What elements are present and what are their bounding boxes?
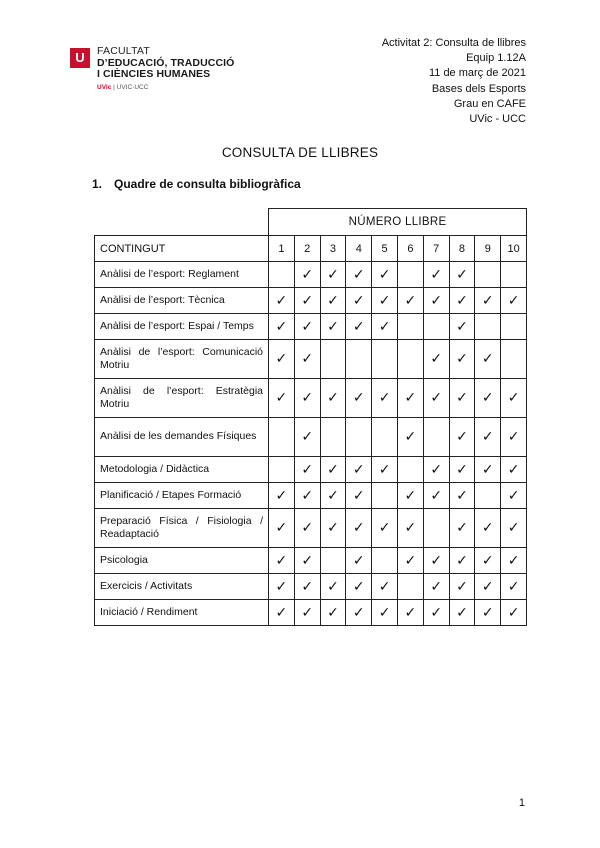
checkmark-icon: ✓ xyxy=(449,418,475,457)
header-university: UVic - UCC xyxy=(469,113,526,126)
header-team: Equip 1.12A xyxy=(466,52,526,65)
checkmark-icon: ✓ xyxy=(372,379,398,418)
checkmark-icon: ✓ xyxy=(423,262,449,288)
empty-cell xyxy=(397,314,423,340)
checkmark-icon: ✓ xyxy=(269,509,295,548)
empty-cell xyxy=(372,483,398,509)
empty-cell xyxy=(372,340,398,379)
checkmark-icon: ✓ xyxy=(294,457,320,483)
checkmark-icon: ✓ xyxy=(372,262,398,288)
empty-cell xyxy=(397,262,423,288)
checkmark-icon: ✓ xyxy=(397,288,423,314)
table-row xyxy=(95,288,527,314)
empty-cell xyxy=(372,418,398,457)
checkmark-icon: ✓ xyxy=(294,548,320,574)
checkmark-icon: ✓ xyxy=(449,509,475,548)
content-topic-label: Psicologia xyxy=(95,548,269,574)
checkmark-icon: ✓ xyxy=(397,548,423,574)
content-topic-label: Anàlisi de l’esport: Espai / Temps xyxy=(95,314,269,340)
checkmark-icon: ✓ xyxy=(449,574,475,600)
checkmark-icon: ✓ xyxy=(449,483,475,509)
checkmark-icon: ✓ xyxy=(346,262,372,288)
checkmark-icon: ✓ xyxy=(320,483,346,509)
empty-cell xyxy=(475,314,501,340)
empty-cell xyxy=(320,418,346,457)
section-title: Quadre de consulta bibliogràfica xyxy=(114,177,301,191)
checkmark-icon: ✓ xyxy=(501,509,527,548)
checkmark-icon: ✓ xyxy=(501,379,527,418)
checkmark-icon: ✓ xyxy=(397,600,423,626)
checkmark-icon: ✓ xyxy=(294,574,320,600)
checkmark-icon: ✓ xyxy=(269,600,295,626)
content-column-header: CONTINGUT xyxy=(95,236,269,262)
checkmark-icon: ✓ xyxy=(475,340,501,379)
table-row xyxy=(95,483,527,509)
checkmark-icon: ✓ xyxy=(320,509,346,548)
book-column-header: 2 xyxy=(294,236,320,262)
table-row xyxy=(95,509,527,548)
checkmark-icon: ✓ xyxy=(501,483,527,509)
book-consultation-table xyxy=(94,208,527,626)
checkmark-icon: ✓ xyxy=(269,574,295,600)
document-title: CONSULTA DE LLIBRES xyxy=(221,145,379,160)
content-topic-label: Anàlisi de l’esport: Comunicació Motriu xyxy=(95,340,269,379)
content-topic-label: Anàlisi de l’esport: Reglament xyxy=(95,262,269,288)
checkmark-icon: ✓ xyxy=(372,288,398,314)
empty-cell xyxy=(346,418,372,457)
header-activity: Activitat 2: Consulta de llibres xyxy=(381,37,526,49)
checkmark-icon: ✓ xyxy=(294,288,320,314)
book-column-header: 10 xyxy=(501,236,527,262)
checkmark-icon: ✓ xyxy=(501,457,527,483)
checkmark-icon: ✓ xyxy=(346,457,372,483)
empty-cell xyxy=(397,574,423,600)
table-column-header-row xyxy=(95,236,527,262)
empty-cell xyxy=(423,314,449,340)
checkmark-icon: ✓ xyxy=(397,483,423,509)
checkmark-icon: ✓ xyxy=(449,548,475,574)
book-column-header: 7 xyxy=(423,236,449,262)
logo-line-3: I CIÈNCIES HUMANES xyxy=(97,68,211,80)
checkmark-icon: ✓ xyxy=(269,483,295,509)
checkmark-icon: ✓ xyxy=(372,457,398,483)
checkmark-icon: ✓ xyxy=(294,418,320,457)
checkmark-icon: ✓ xyxy=(423,483,449,509)
checkmark-icon: ✓ xyxy=(320,288,346,314)
content-topic-label: Anàlisi de l’esport: Estratègia Motriu xyxy=(95,379,269,418)
empty-cell xyxy=(320,340,346,379)
checkmark-icon: ✓ xyxy=(475,288,501,314)
checkmark-icon: ✓ xyxy=(475,379,501,418)
table-row xyxy=(95,574,527,600)
content-topic-label: Planificació / Etapes Formació xyxy=(95,483,269,509)
table-row xyxy=(95,379,527,418)
empty-cell xyxy=(269,262,295,288)
header-degree: Grau en CAFE xyxy=(453,97,526,110)
checkmark-icon: ✓ xyxy=(320,457,346,483)
content-topic-label: Iniciació / Rendiment xyxy=(95,600,269,626)
checkmark-icon: ✓ xyxy=(320,262,346,288)
empty-cell xyxy=(372,548,398,574)
book-number-header: NÚMERO LLIBRE xyxy=(269,209,527,236)
checkmark-icon: ✓ xyxy=(449,288,475,314)
checkmark-icon: ✓ xyxy=(346,288,372,314)
checkmark-icon: ✓ xyxy=(320,379,346,418)
checkmark-icon: ✓ xyxy=(501,600,527,626)
checkmark-icon: ✓ xyxy=(320,574,346,600)
checkmark-icon: ✓ xyxy=(346,509,372,548)
checkmark-icon: ✓ xyxy=(475,418,501,457)
checkmark-icon: ✓ xyxy=(269,379,295,418)
book-column-header: 6 xyxy=(397,236,423,262)
book-column-header: 9 xyxy=(475,236,501,262)
checkmark-icon: ✓ xyxy=(423,340,449,379)
empty-cell xyxy=(501,262,527,288)
table-row xyxy=(95,314,527,340)
uvic-logo-mark: U xyxy=(70,48,90,68)
table-row xyxy=(95,418,527,457)
checkmark-icon: ✓ xyxy=(501,288,527,314)
book-column-header: 4 xyxy=(346,236,372,262)
empty-cell xyxy=(423,418,449,457)
checkmark-icon: ✓ xyxy=(397,379,423,418)
table-row xyxy=(95,600,527,626)
checkmark-icon: ✓ xyxy=(449,600,475,626)
table-row xyxy=(95,262,527,288)
table-corner-cell xyxy=(95,209,269,236)
checkmark-icon: ✓ xyxy=(294,340,320,379)
checkmark-icon: ✓ xyxy=(346,483,372,509)
logo-sub-brand xyxy=(97,84,234,92)
checkmark-icon: ✓ xyxy=(294,600,320,626)
empty-cell xyxy=(423,509,449,548)
checkmark-icon: ✓ xyxy=(269,340,295,379)
checkmark-icon: ✓ xyxy=(346,314,372,340)
section-number: 1. xyxy=(92,177,103,191)
checkmark-icon: ✓ xyxy=(346,548,372,574)
table-group-header-row xyxy=(95,209,527,236)
table-row xyxy=(95,457,527,483)
content-topic-label: Anàlisi de l’esport: Tècnica xyxy=(95,288,269,314)
checkmark-icon: ✓ xyxy=(346,379,372,418)
checkmark-icon: ✓ xyxy=(501,574,527,600)
checkmark-icon: ✓ xyxy=(475,509,501,548)
empty-cell xyxy=(397,340,423,379)
empty-cell xyxy=(501,314,527,340)
checkmark-icon: ✓ xyxy=(372,600,398,626)
checkmark-icon: ✓ xyxy=(501,548,527,574)
checkmark-icon: ✓ xyxy=(269,314,295,340)
empty-cell xyxy=(269,457,295,483)
checkmark-icon: ✓ xyxy=(449,379,475,418)
checkmark-icon: ✓ xyxy=(294,314,320,340)
checkmark-icon: ✓ xyxy=(449,262,475,288)
empty-cell xyxy=(397,457,423,483)
book-column-header: 8 xyxy=(449,236,475,262)
content-topic-label: Anàlisi de les demandes Físiques xyxy=(95,418,269,457)
checkmark-icon: ✓ xyxy=(475,457,501,483)
header-subject: Bases dels Esports xyxy=(431,82,526,95)
book-column-header: 1 xyxy=(269,236,295,262)
checkmark-icon: ✓ xyxy=(423,379,449,418)
checkmark-icon: ✓ xyxy=(423,288,449,314)
book-column-header: 5 xyxy=(372,236,398,262)
section-heading xyxy=(92,177,301,191)
logo-line-2: D’EDUCACIÓ, TRADUCCIÓ xyxy=(97,56,235,69)
empty-cell xyxy=(320,548,346,574)
content-topic-label: Exercicis / Activitats xyxy=(95,574,269,600)
faculty-logo xyxy=(70,46,234,92)
checkmark-icon: ✓ xyxy=(294,483,320,509)
checkmark-icon: ✓ xyxy=(294,262,320,288)
empty-cell xyxy=(475,483,501,509)
content-topic-label: Preparació Física / Fisiologia / Readaptació xyxy=(95,509,269,548)
book-column-header: 3 xyxy=(320,236,346,262)
checkmark-icon: ✓ xyxy=(449,340,475,379)
empty-cell xyxy=(501,340,527,379)
checkmark-icon: ✓ xyxy=(294,509,320,548)
checkmark-icon: ✓ xyxy=(346,600,372,626)
checkmark-icon: ✓ xyxy=(320,314,346,340)
checkmark-icon: ✓ xyxy=(346,574,372,600)
checkmark-icon: ✓ xyxy=(423,600,449,626)
logo-sub-rest: | UVIC·UCC xyxy=(111,83,149,91)
document-header-info xyxy=(382,36,526,127)
empty-cell xyxy=(269,418,295,457)
empty-cell xyxy=(475,262,501,288)
checkmark-icon: ✓ xyxy=(269,548,295,574)
checkmark-icon: ✓ xyxy=(372,574,398,600)
checkmark-icon: ✓ xyxy=(423,457,449,483)
checkmark-icon: ✓ xyxy=(372,314,398,340)
checkmark-icon: ✓ xyxy=(423,548,449,574)
table-row xyxy=(95,340,527,379)
page-number: 1 xyxy=(518,797,525,809)
checkmark-icon: ✓ xyxy=(449,314,475,340)
checkmark-icon: ✓ xyxy=(320,600,346,626)
checkmark-icon: ✓ xyxy=(423,574,449,600)
content-topic-label: Metodologia / Didàctica xyxy=(95,457,269,483)
checkmark-icon: ✓ xyxy=(501,418,527,457)
logo-line-1: FACULTAT xyxy=(97,45,150,57)
checkmark-icon: ✓ xyxy=(475,574,501,600)
checkmark-icon: ✓ xyxy=(372,509,398,548)
checkmark-icon: ✓ xyxy=(397,418,423,457)
checkmark-icon: ✓ xyxy=(269,288,295,314)
checkmark-icon: ✓ xyxy=(449,457,475,483)
checkmark-icon: ✓ xyxy=(397,509,423,548)
table-row xyxy=(95,548,527,574)
checkmark-icon: ✓ xyxy=(475,548,501,574)
empty-cell xyxy=(346,340,372,379)
header-date: 11 de març de 2021 xyxy=(428,67,526,80)
checkmark-icon: ✓ xyxy=(475,600,501,626)
logo-sub-uvic: UVic xyxy=(97,83,112,91)
checkmark-icon: ✓ xyxy=(294,379,320,418)
